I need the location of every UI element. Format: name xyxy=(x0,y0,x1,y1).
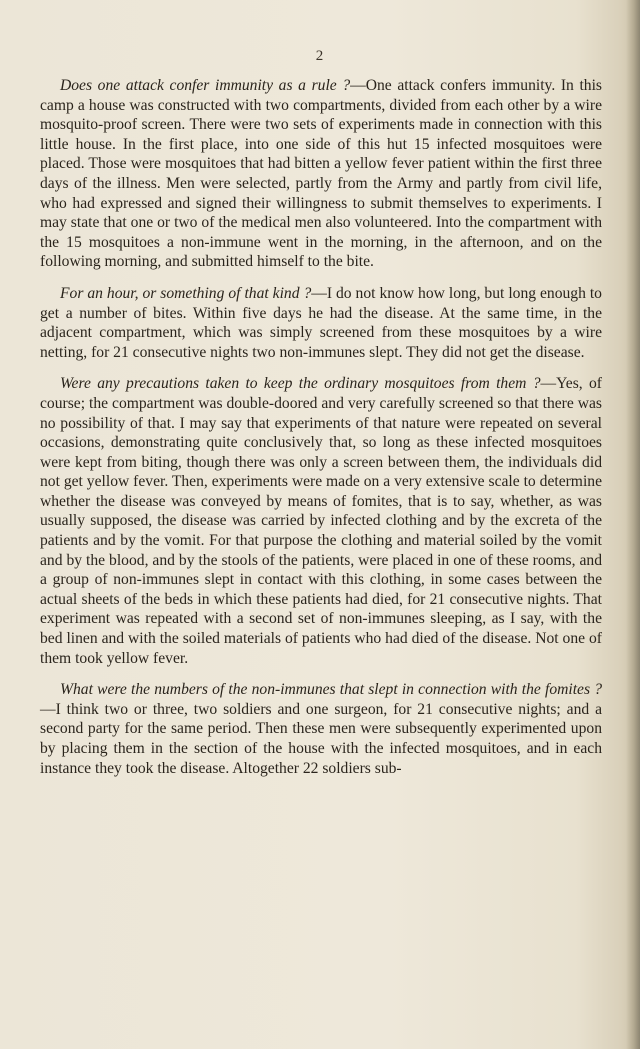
answer-2: —I do not know how long, but long enough to get a number of bites. Within five days he had the disease. At the same time, in the adjacent compartment, which was simply screened from these mosquitoes by a wire netting, for 21 consecutive nights two non-immunes slept. They did not get the disease. xyxy=(40,284,602,361)
page-number: 2 xyxy=(315,48,325,64)
page-edge-shadow xyxy=(626,0,640,1049)
body-text xyxy=(40,76,602,790)
answer-1: —One attack confers immunity. In this camp a house was constructed with two compartments, divided from each other by a wire mosquito-proof screen. There were two sets of experiments made in connection with this little house. In the first place, into one side of this hut 15 infected mosquitoes were placed. Those were mosquitoes that had bitten a yellow fever patient within the first three days of the illness. Men were selected, partly from the Army and partly from civil life, who had expressed and signed their willingness to submit themselves to experiments. I may state that one or two of the medical men also volunteered. Into the compartment with the 15 mosquitoes a non-immune went in the morning, in the afternoon, and on the following morning, and submitted himself to the bite. xyxy=(40,77,602,271)
paragraph-2 xyxy=(40,284,602,362)
question-2: For an hour, or something of that kind ? xyxy=(60,284,312,302)
paragraph-3 xyxy=(40,374,602,668)
answer-3: —Yes, of course; the compartment was double-doored and very carefully screened so that there was no possibility of that. I may say that experiments of that nature were repeated on several occasions, demonstrating quite conclusively that, so long as these infected mosquitoes were kept from biting, though there was only a screen between them, the individuals did not get yellow fever. Then, experiments were made on a very extensive scale to determine whether the disease was conveyed by means of fomites, that is to say, whether, as was usually supposed, the disease was carried by infected clothing and by the excreta of the patients and by the vomit. For that purpose the clothing and material soiled by the vomit and by the blood, and by the stools of the patients, were placed in one of these rooms, and a group of non-immunes slept in contact with this clothing, in some cases between the actual sheets of the beds in which these patients had died, for 21 consecutive nights. That experiment was repeated with a second set of non-immunes sleeping, as I say, with the bed linen and with the soiled materials of patients who had died of the disease. Not one of them took yellow fever. xyxy=(40,375,602,667)
question-1: Does one attack confer immunity as a rule ? xyxy=(60,77,351,94)
paragraph-1 xyxy=(40,76,602,272)
question-3: Were any precautions taken to keep the ordinary mosquitoes from them ? xyxy=(60,375,541,393)
question-4: What were the numbers of the non-immunes that slept in connection with the fomites ? xyxy=(60,681,602,699)
paragraph-4 xyxy=(40,680,602,778)
answer-4: —I think two or three, two soldiers and one surgeon, for 21 consecutive nights; and a second party for the same period. Then these men were subsequently experimented upon by placing them in the section of the house with the infected mosquitoes, and in each instance they took the disease. Altogether 22 soldiers sub- xyxy=(40,700,602,777)
